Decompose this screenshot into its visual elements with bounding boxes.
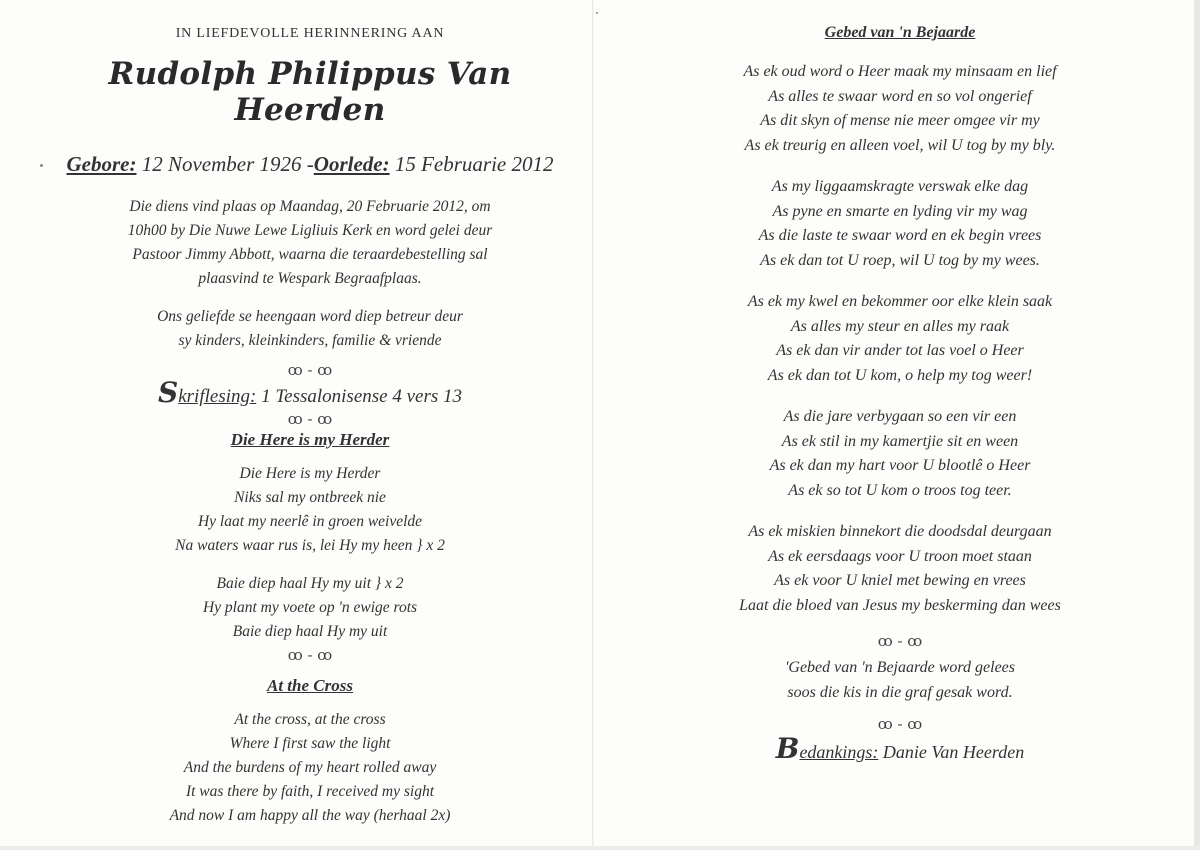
born-date: 12 November 1926 (141, 152, 302, 176)
thanks-label: edankings: (799, 742, 879, 762)
song-title-herder: Die Here is my Herder (230, 430, 390, 449)
prayer-verse (640, 290, 1160, 388)
paper-edge (1194, 0, 1200, 850)
left-page (40, 20, 580, 828)
verse-line: Niks sal my ontbreek nie (234, 489, 386, 506)
song-verse (40, 572, 580, 644)
service-details (40, 195, 580, 291)
page-fold (592, 0, 594, 850)
prayer-line: As die laste te swaar word en ek begin vrees (758, 227, 1042, 244)
prayer-line: As ek miskien binnekort die doodsdal deurgaan (748, 523, 1052, 540)
service-line: Pastoor Jimmy Abbott, waarna die teraardebestelling sal (132, 246, 488, 263)
mourned-line: sy kinders, kleinkinders, familie & vriende (178, 332, 442, 349)
prayer-line: As ek eersdaags voor U troon moet staan (768, 547, 1032, 565)
verse-line: At the cross, at the cross (234, 711, 386, 728)
prayer-verse (640, 175, 1160, 273)
prayer-line: As pyne en smarte en lyding vir my wag (772, 202, 1028, 220)
died-date: 15 Februarie 2012 (394, 152, 554, 176)
ornament-separator: ꝏ - ꝏ (877, 632, 923, 650)
prayer-line: As ek dan tot U kom, o help my tog weer! (767, 366, 1033, 384)
verse-line: And now I am happy all the way (herhaal 2x) (169, 807, 451, 824)
verse-line: Hy plant my voete op 'n ewige rots (202, 599, 418, 616)
prayer-line: As die jare verbygaan so een vir een (783, 408, 1017, 425)
verse-line: Baie diep haal Hy my uit (232, 623, 388, 640)
closing-note (640, 656, 1160, 705)
prayer-line: As ek voor U kniel met bewing en vrees (774, 572, 1026, 589)
acknowledgements (640, 732, 1160, 765)
prayer-line: As my liggaamskragte verswak elke dag (771, 178, 1029, 195)
prayer-line: As alles te swaar word en so vol ongerief (768, 87, 1032, 105)
closing-line: 'Gebed van 'n Bejaarde word gelees (784, 659, 1016, 676)
died-label: Oorlede: (313, 152, 390, 176)
closing-line: soos die kis in die graf gesak word. (787, 683, 1013, 701)
song-title-cross: At the Cross (267, 676, 353, 695)
paper-speck (596, 12, 598, 14)
reading-initial: S (157, 376, 179, 409)
mourned-line: Ons geliefde se heengaan word diep betreur deur (157, 308, 463, 325)
prayer-line: As ek dan tot U roep, wil U tog by my wees. (760, 251, 1040, 269)
prayer-line: As ek treurig en alleen voel, wil U tog by my bly. (744, 136, 1056, 154)
prayer-verse (640, 405, 1160, 503)
song-verse (40, 462, 580, 558)
prayer-line: As ek dan vir ander tot las voel o Heer (776, 342, 1024, 359)
prayer-line: As ek my kwel en bekommer oor elke klein saak (747, 293, 1053, 310)
prayer-verse (640, 520, 1160, 618)
ornament-separator: ꝏ - ꝏ (877, 715, 923, 733)
service-line: plaasvind te Wespark Begraafplaas. (198, 270, 422, 287)
ornament-separator: ꝏ - ꝏ (287, 361, 333, 379)
born-label: Gebore: (66, 152, 137, 176)
prayer-line: As ek oud word o Heer maak my minsaam en lief (743, 63, 1057, 80)
prayer-line: Laat die bloed van Jesus my beskerming dan wees (739, 596, 1061, 614)
paper-bottom-edge (0, 846, 1200, 850)
prayer-line: As ek so tot U kom o troos tog teer. (788, 481, 1012, 499)
memorial-header: IN LIEFDEVOLLE HERINNERING AAN (175, 26, 445, 41)
reading-label: kriflesing: (178, 386, 257, 407)
deceased-name: Rudolph Philippus Van Heerden (108, 56, 512, 128)
prayer-line: As dit skyn of mense nie meer omgee vir my (760, 112, 1040, 129)
prayer-line: As ek dan my hart voor U blootlê o Heer (769, 457, 1031, 474)
reading-text: 1 Tessalonisense 4 vers 13 (261, 386, 462, 407)
service-line: 10h00 by Die Nuwe Lewe Ligliuis Kerk en word gelei deur (127, 222, 493, 239)
ornament-separator: ꝏ - ꝏ (287, 410, 333, 428)
verse-line: Where I first saw the light (229, 735, 391, 752)
prayer-line: As ek stil in my kamertjie sit en ween (781, 432, 1019, 450)
verse-line: Na waters waar rus is, lei Hy my heen } x 2 (175, 537, 445, 554)
date-dash: - (306, 152, 314, 176)
song-verse (40, 708, 580, 828)
mourned-by-text (40, 305, 580, 353)
verse-line: Hy laat my neerlê in groen weivelde (197, 513, 423, 530)
thanks-initial: B (775, 732, 800, 765)
life-dates (40, 152, 580, 177)
thanks-text: Danie Van Heerden (882, 742, 1025, 762)
verse-line: It was there by faith, I received my sight (185, 783, 435, 800)
right-page (640, 24, 1160, 763)
verse-line: Baie diep haal Hy my uit } x 2 (216, 575, 404, 592)
service-line: Die diens vind plaas op Maandag, 20 Februarie 2012, om (129, 198, 491, 215)
scripture-reading (40, 376, 580, 409)
verse-line: And the burdens of my heart rolled away (183, 759, 437, 776)
prayer-line: As alles my steur en alles my raak (790, 317, 1010, 335)
ornament-separator: ꝏ - ꝏ (287, 646, 333, 664)
verse-line: Die Here is my Herder (239, 465, 381, 482)
prayer-title: Gebed van 'n Bejaarde (824, 24, 976, 41)
prayer-verse (640, 60, 1160, 158)
